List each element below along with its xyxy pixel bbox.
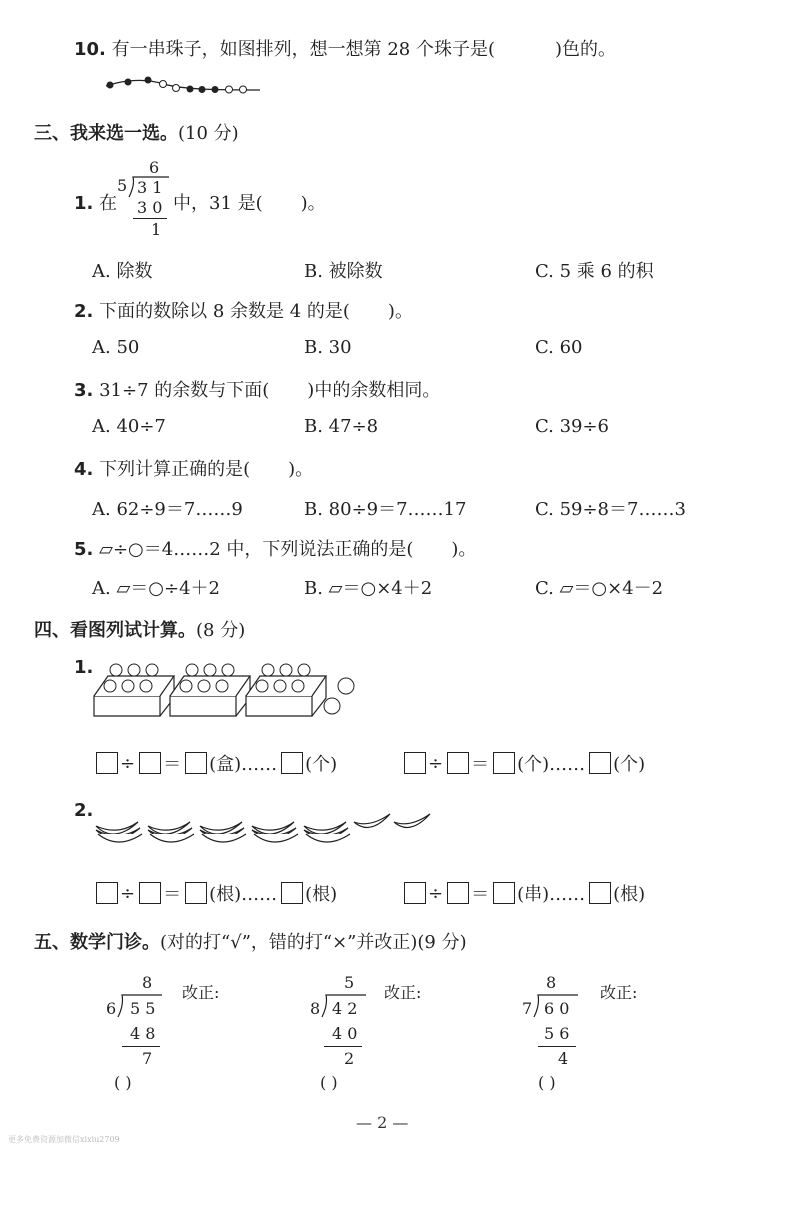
question-tail: )色的。	[555, 39, 617, 60]
unit-label: (根)	[305, 884, 338, 905]
dividend: 5 5	[130, 999, 156, 1018]
option-b[interactable]: B. 80÷9＝7……17	[304, 499, 467, 520]
option-b[interactable]: B. 47÷8	[304, 416, 379, 437]
divisor: 7	[522, 999, 533, 1018]
quotient: 5	[344, 973, 355, 992]
answer-box[interactable]	[185, 752, 207, 774]
answer-box[interactable]	[281, 882, 303, 904]
judge-blank[interactable]: ( )	[320, 1073, 338, 1092]
answer-box[interactable]	[404, 752, 426, 774]
operator: ÷	[120, 752, 136, 774]
section-score: (对的打“√”，错的打“×”并改正)(9 分)	[160, 932, 467, 953]
answer-box[interactable]	[139, 882, 161, 904]
section-score: (8 分)	[196, 620, 246, 641]
judge-blank[interactable]: ( )	[114, 1073, 132, 1092]
product: 4 8	[130, 1024, 156, 1043]
s4-q1-equation-1	[94, 750, 339, 776]
s3-question-2	[74, 297, 413, 323]
question-text: 中，31 是(	[173, 193, 263, 214]
quotient: 8	[546, 973, 557, 992]
remainder: 2	[344, 1049, 355, 1068]
option-c[interactable]: C. 60	[535, 337, 583, 358]
question-text: 有一串珠子，如图排列，想一想第 28 个珠子是(	[111, 39, 495, 60]
option-a[interactable]: A. 62÷9＝7……9	[92, 499, 243, 520]
operator: ÷	[428, 752, 444, 774]
quotient: 6	[149, 158, 160, 177]
remainder: 4	[558, 1049, 569, 1068]
question-text: ▱÷○＝4……2 中，下列说法正确的是(	[99, 539, 414, 560]
question-tail: )中的余数相同。	[307, 380, 441, 401]
section-3-title	[34, 119, 239, 145]
answer-box[interactable]	[589, 752, 611, 774]
question-tail: )。	[288, 459, 314, 480]
answer-box[interactable]	[185, 882, 207, 904]
answer-box[interactable]	[589, 882, 611, 904]
long-division-figure	[113, 158, 171, 238]
s4-q2-equation-1	[94, 880, 339, 906]
divisor: 8	[310, 999, 321, 1018]
product: 4 0	[332, 1024, 358, 1043]
question-number: 10.	[74, 39, 106, 60]
question-tail: )。	[451, 539, 477, 560]
unit-label: (个)……	[517, 754, 586, 775]
s3-question-5	[74, 535, 476, 561]
section-title-text: 四、看图列试计算。	[34, 620, 196, 641]
remainder: 1	[151, 220, 162, 239]
operator: ÷	[120, 882, 136, 904]
s3-question-4	[74, 455, 313, 481]
option-c[interactable]: C. ▱＝○×4－2	[535, 578, 664, 599]
option-b[interactable]: B. 被除数	[304, 261, 383, 282]
answer-box[interactable]	[96, 752, 118, 774]
section-title-text: 五、数学门诊。	[34, 932, 160, 953]
answer-box[interactable]	[493, 882, 515, 904]
unit-label: (根)	[613, 884, 646, 905]
option-a[interactable]: A. 除数	[92, 261, 153, 282]
s3-question-3	[74, 376, 440, 402]
division-item-1	[102, 973, 172, 1083]
s3-question-1	[74, 189, 117, 215]
answer-box[interactable]	[139, 752, 161, 774]
correction-label: 改正:	[182, 983, 220, 1002]
answer-box[interactable]	[493, 752, 515, 774]
question-number: 1.	[74, 657, 94, 678]
operator: ＝	[471, 884, 490, 905]
s3-question-1-text	[173, 189, 326, 215]
option-a[interactable]: A. 50	[92, 337, 140, 358]
correction-label: 改正:	[600, 983, 638, 1002]
operator: ＝	[163, 884, 182, 905]
divisor: 6	[106, 999, 117, 1018]
operator: ＝	[163, 754, 182, 775]
cups-in-boxes-figure	[90, 656, 370, 722]
watermark-text: 更多免费资源加微信xixiu2709	[8, 1135, 120, 1144]
unit-label: (个)	[305, 754, 338, 775]
unit-label: (根)……	[209, 884, 278, 905]
bananas-figure	[92, 800, 442, 846]
division-item-2	[308, 973, 378, 1083]
answer-box[interactable]	[96, 882, 118, 904]
unit-label: (串)……	[517, 884, 586, 905]
question-number: 5.	[74, 539, 94, 560]
option-c[interactable]: C. 5 乘 6 的积	[535, 261, 654, 282]
section-title-text: 三、我来选一选。	[34, 123, 178, 144]
operator: ÷	[428, 882, 444, 904]
question-text: 下面的数除以 8 余数是 4 的是(	[99, 301, 350, 322]
s4-q2-equation-2	[402, 880, 647, 906]
question-number: 4.	[74, 459, 94, 480]
question-pre: 在	[99, 193, 118, 214]
option-b[interactable]: B. 30	[304, 337, 352, 358]
answer-box[interactable]	[447, 882, 469, 904]
question-number: 3.	[74, 380, 94, 401]
question-number: 2.	[74, 800, 94, 821]
option-c[interactable]: C. 59÷8＝7……3	[535, 499, 686, 520]
answer-box[interactable]	[447, 752, 469, 774]
page-number: — 2 —	[356, 1113, 409, 1132]
unit-label: (盒)……	[209, 754, 278, 775]
remainder: 7	[142, 1049, 153, 1068]
section-score: (10 分)	[178, 123, 239, 144]
dividend: 3 1	[137, 178, 163, 197]
bead-string-figure	[104, 74, 264, 96]
question-tail: )。	[387, 301, 413, 322]
option-a[interactable]: A. 40÷7	[92, 416, 166, 437]
s4-q1-equation-2	[402, 750, 647, 776]
answer-box[interactable]	[404, 882, 426, 904]
correction-label: 改正:	[384, 983, 422, 1002]
product: 3 0	[137, 198, 163, 217]
question-10	[74, 35, 616, 61]
question-number: 1.	[74, 193, 94, 214]
answer-box[interactable]	[281, 752, 303, 774]
divisor: 5	[117, 176, 128, 195]
operator: ＝	[471, 754, 490, 775]
product: 5 6	[544, 1024, 570, 1043]
question-text: 下列计算正确的是(	[99, 459, 251, 480]
judge-blank[interactable]: ( )	[538, 1073, 556, 1092]
unit-label: (个)	[613, 754, 646, 775]
question-number: 2.	[74, 301, 94, 322]
dividend: 4 2	[332, 999, 358, 1018]
option-b[interactable]: B. ▱＝○×4＋2	[304, 578, 433, 599]
dividend: 6 0	[544, 999, 570, 1018]
option-a[interactable]: A. ▱＝○÷4＋2	[92, 578, 220, 599]
division-item-3	[520, 973, 590, 1083]
question-text: 31÷7 的余数与下面(	[99, 380, 270, 401]
quotient: 8	[142, 973, 153, 992]
section-4-title	[34, 616, 245, 642]
question-tail: )。	[300, 193, 326, 214]
section-5-title	[34, 928, 467, 954]
option-c[interactable]: C. 39÷6	[535, 416, 610, 437]
